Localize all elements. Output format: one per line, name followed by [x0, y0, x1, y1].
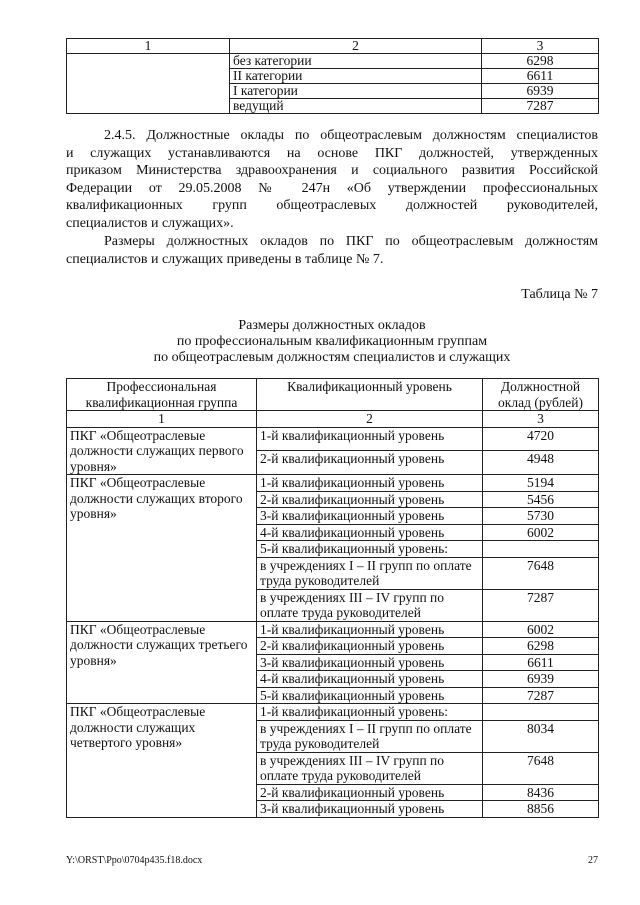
level-cell: 1-й квалификационный уровень: — [257, 704, 483, 721]
salary-cell — [483, 704, 599, 721]
table-title — [66, 318, 598, 366]
level-cell: 5-й квалификационный уровень: — [257, 541, 483, 558]
page-number: 27 — [588, 855, 598, 866]
level-cell: 2-й квалификационный уровень — [257, 451, 483, 475]
paragraph-sizes — [66, 233, 598, 268]
salary-cell — [483, 541, 599, 558]
salary-cell: 5456 — [483, 491, 599, 508]
text-line: Федерации от 29.05.2008 № 247н «Об утверждении профессиональных — [66, 180, 598, 196]
group-name-cell: ПКГ «Общеотраслевые должности служащих первого уровня» — [67, 427, 257, 475]
level-cell: 4-й квалификационный уровень — [257, 671, 483, 688]
salary-cell: 5194 — [483, 475, 599, 492]
level-cell: ведущий — [230, 99, 482, 114]
table-label: Таблица № 7 — [521, 287, 598, 302]
level-cell: в учреждениях I – II групп по оплате труда руководителей — [257, 557, 483, 589]
level-cell: в учреждениях III – IV групп по оплате труда руководителей — [257, 752, 483, 784]
paragraph-2-4-5 — [66, 127, 598, 233]
level-cell: без категории — [230, 54, 482, 69]
column-number: 3 — [483, 411, 599, 428]
table-header-row — [67, 39, 599, 54]
text-line: приказом Министерства здравоохранения и социального развития Российской — [66, 163, 598, 179]
text-line: 2.4.5. Должностные оклады по общеотраслевым должностям специалистов — [104, 128, 598, 143]
salary-cell: 6611 — [482, 69, 599, 84]
salary-cell: 6002 — [483, 621, 599, 638]
salary-cell: 7648 — [483, 557, 599, 589]
column-number: 1 — [67, 411, 257, 428]
salary-cell: 5730 — [483, 508, 599, 525]
salary-cell: 4948 — [483, 451, 599, 475]
level-cell: 4-й квалификационный уровень — [257, 524, 483, 541]
salary-cell: 6298 — [483, 638, 599, 655]
column-number: 1 — [67, 39, 230, 54]
salary-cell: 8034 — [483, 720, 599, 752]
level-cell: 3-й квалификационный уровень — [257, 508, 483, 525]
salary-cell: 7287 — [483, 589, 599, 621]
level-cell: 1-й квалификационный уровень — [257, 475, 483, 492]
file-path: Y:\ORST\Ppo\0704p435.f18.docx — [66, 855, 203, 866]
salary-cell: 7287 — [482, 99, 599, 114]
header-level: Квалификационный уровень — [257, 379, 483, 411]
column-number: 2 — [230, 39, 482, 54]
group-name-cell: ПКГ «Общеотраслевые должности служащих второго уровня» — [67, 475, 257, 622]
level-cell: 3-й квалификационный уровень — [257, 654, 483, 671]
salary-cell: 6939 — [482, 84, 599, 99]
text-line: Размеры должностных окладов по ПКГ по общеотраслевым должностям — [104, 234, 598, 249]
salary-cell: 7287 — [483, 687, 599, 704]
level-cell: в учреждениях I – II групп по оплате труда руководителей — [257, 720, 483, 752]
table-row — [67, 427, 599, 451]
header-group: Профессиональная квалификационная группа — [67, 379, 257, 411]
table-title-line: Размеры должностных окладов — [238, 318, 426, 333]
group-name-cell: ПКГ «Общеотраслевые должности служащих четвертого уровня» — [67, 704, 257, 818]
level-cell: 2-й квалификационный уровень — [257, 491, 483, 508]
level-cell: I категории — [230, 84, 482, 99]
column-number: 2 — [257, 411, 483, 428]
salary-cell: 6611 — [483, 654, 599, 671]
salary-table — [66, 378, 599, 818]
salary-cell: 6939 — [483, 671, 599, 688]
group-name-cell: ПКГ «Общеотраслевые должности служащих третьего уровня» — [67, 621, 257, 704]
column-number-row — [67, 411, 599, 428]
level-cell: 3-й квалификационный уровень — [257, 801, 483, 818]
table-header-row — [67, 379, 599, 411]
level-cell: 1-й квалификационный уровень — [257, 621, 483, 638]
text-line: и служащих устанавливаются на основе ПКГ должностей, утвержденных — [66, 145, 598, 161]
table-row — [67, 704, 599, 721]
table-title-line: по профессиональным квалификационным группам — [176, 334, 488, 349]
level-cell: 1-й квалификационный уровень — [257, 427, 483, 451]
continuation-table — [66, 38, 599, 114]
level-cell: 5-й квалификационный уровень — [257, 687, 483, 704]
table-row — [67, 54, 599, 69]
salary-cell: 7648 — [483, 752, 599, 784]
salary-cell: 6002 — [483, 524, 599, 541]
table-title-line: по общеотраслевым должностям специалистов и служащих — [153, 350, 511, 365]
table-row — [67, 475, 599, 492]
level-cell: II категории — [230, 69, 482, 84]
header-salary: Должностной оклад (рублей) — [483, 379, 599, 411]
table-row — [67, 621, 599, 638]
salary-cell: 8856 — [483, 801, 599, 818]
salary-cell: 8436 — [483, 784, 599, 801]
text-line: квалификационных групп общеотраслевых должностей руководителей, — [66, 198, 598, 214]
column-number: 3 — [482, 39, 599, 54]
text-line: специалистов и служащих». — [66, 215, 234, 231]
text-line: специалистов и служащих приведены в таблице № 7. — [66, 251, 384, 267]
group-cell — [67, 54, 230, 114]
level-cell: 2-й квалификационный уровень — [257, 784, 483, 801]
salary-cell: 4720 — [483, 427, 599, 451]
salary-cell: 6298 — [482, 54, 599, 69]
level-cell: 2-й квалификационный уровень — [257, 638, 483, 655]
level-cell: в учреждениях III – IV групп по оплате труда руководителей — [257, 589, 483, 621]
